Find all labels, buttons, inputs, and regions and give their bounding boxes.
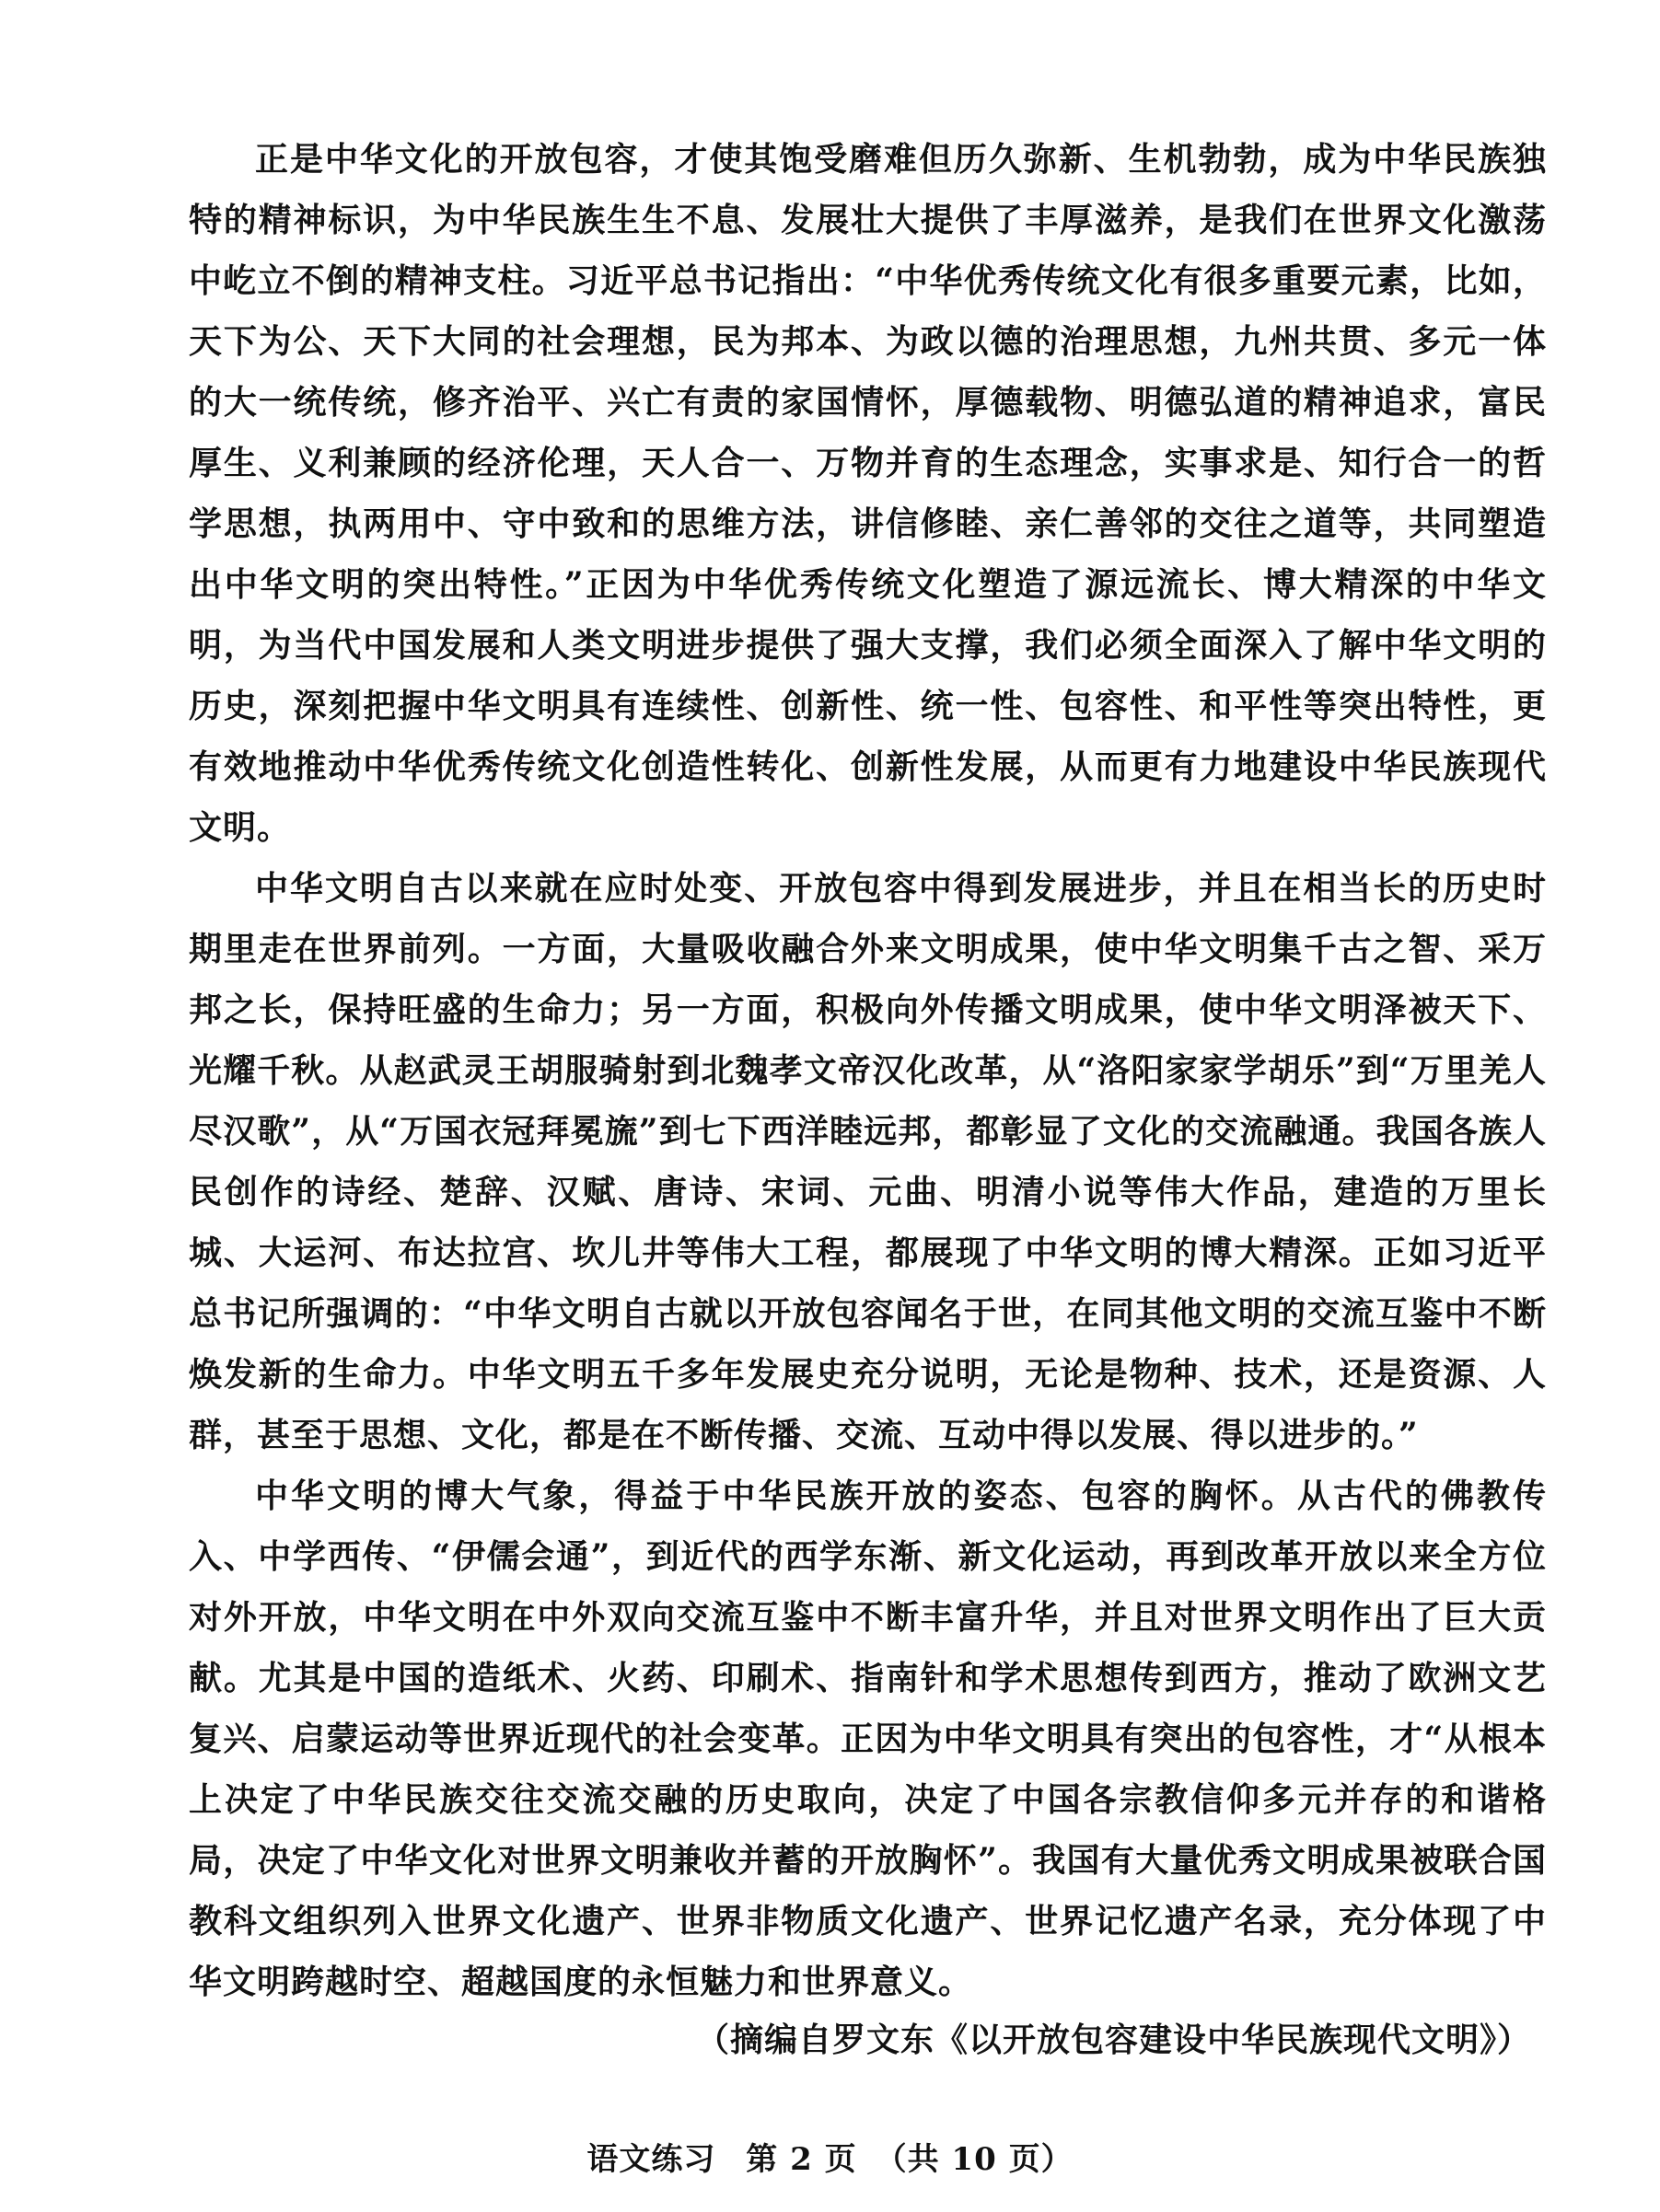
footer-total-pages: （共 10 页） [875,2141,1074,2178]
footer-subject: 语文练习 [586,2141,716,2178]
article-body [189,129,1547,2012]
paragraph-2: 中华文明自古以来就在应时处变、开放包容中得到发展进步，并且在相当长的历史时期里走在世界前列。一方面，大量吸收融合外来文明成果，使中华文明集千古之智、采万邦之长，保持旺盛的生命力；另一方面，积极向外传播文明成果，使中华文明泽被天下、光耀千秋。从赵武灵王胡服骑射到北魏孝文帝汉化改革，从“洛阳家家学胡乐”到“万里羌人尽汉歌”，从“万国衣冠拜冕旒”到七下西洋睦远邦，都彰显了文化的交流融通。我国各族人民创作的诗经、楚辞、汉赋、唐诗、宋词、元曲、明清小说等伟大作品，建造的万里长城、大运河、布达拉宫、坎儿井等伟大工程，都展现了中华文明的博大精深。正如习近平总书记所强调的：“中华文明自古就以开放包容闻名于世，在同其他文明的交流互鉴中不断焕发新的生命力。中华文明五千多年发展史充分说明，无论是物种、技术，还是资源、人群，甚至于思想、文化，都是在不断传播、交流、互动中得以发展、得以进步的。” [189,869,1547,1454]
paragraph-3: 中华文明的博大气象，得益于中华民族开放的姿态、包容的胸怀。从古代的佛教传入、中学西传、“伊儒会通”，到近代的西学东渐、新文化运动，再到改革开放以来全方位对外开放，中华文明在中外双向交流互鉴中不断丰富升华，并且对世界文明作出了巨大贡献。尤其是中国的造纸术、火药、印刷术、指南针和学术思想传到西方，推动了欧洲文艺复兴、启蒙运动等世界近现代的社会变革。正因为中华文明具有突出的包容性，才“从根本上决定了中华民族交往交流交融的历史取向，决定了中国各宗教信仰多元并存的和谐格局，决定了中华文化对世界文明兼收并蓄的开放胸怀”。我国有大量优秀文明成果被联合国教科文组织列入世界文化遗产、世界非物质文化遗产、世界记忆遗产名录，充分体现了中华文明跨越时空、超越国度的永恒魅力和世界意义。 [189,1477,1547,2001]
page-footer [0,2134,1660,2179]
source-citation: （摘编自罗文东《以开放包容建设中华民族现代文明》） [695,2021,1531,2059]
footer-page-number: 第 2 页 [746,2141,857,2178]
paragraph-1: 正是中华文化的开放包容，才使其饱受磨难但历久弥新、生机勃勃，成为中华民族独特的精神标识，为中华民族生生不息、发展壮大提供了丰厚滋养，是我们在世界文化激荡中屹立不倒的精神支柱。习近平总书记指出：“中华优秀传统文化有很多重要元素，比如，天下为公、天下大同的社会理想，民为邦本、为政以德的治理思想，九州共贯、多元一体的大一统传统，修齐治平、兴亡有责的家国情怀，厚德载物、明德弘道的精神追求，富民厚生、义利兼顾的经济伦理，天人合一、万物并育的生态理念，实事求是、知行合一的哲学思想，执两用中、守中致和的思维方法，讲信修睦、亲仁善邻的交往之道等，共同塑造出中华文明的突出特性。”正因为中华优秀传统文化塑造了源远流长、博大精深的中华文明，为当代中国发展和人类文明进步提供了强大支撑，我们必须全面深入了解中华文明的历史，深刻把握中华文明具有连续性、创新性、统一性、包容性、和平性等突出特性，更有效地推动中华优秀传统文化创造性转化、创新性发展，从而更有力地建设中华民族现代文明。 [189,140,1547,847]
